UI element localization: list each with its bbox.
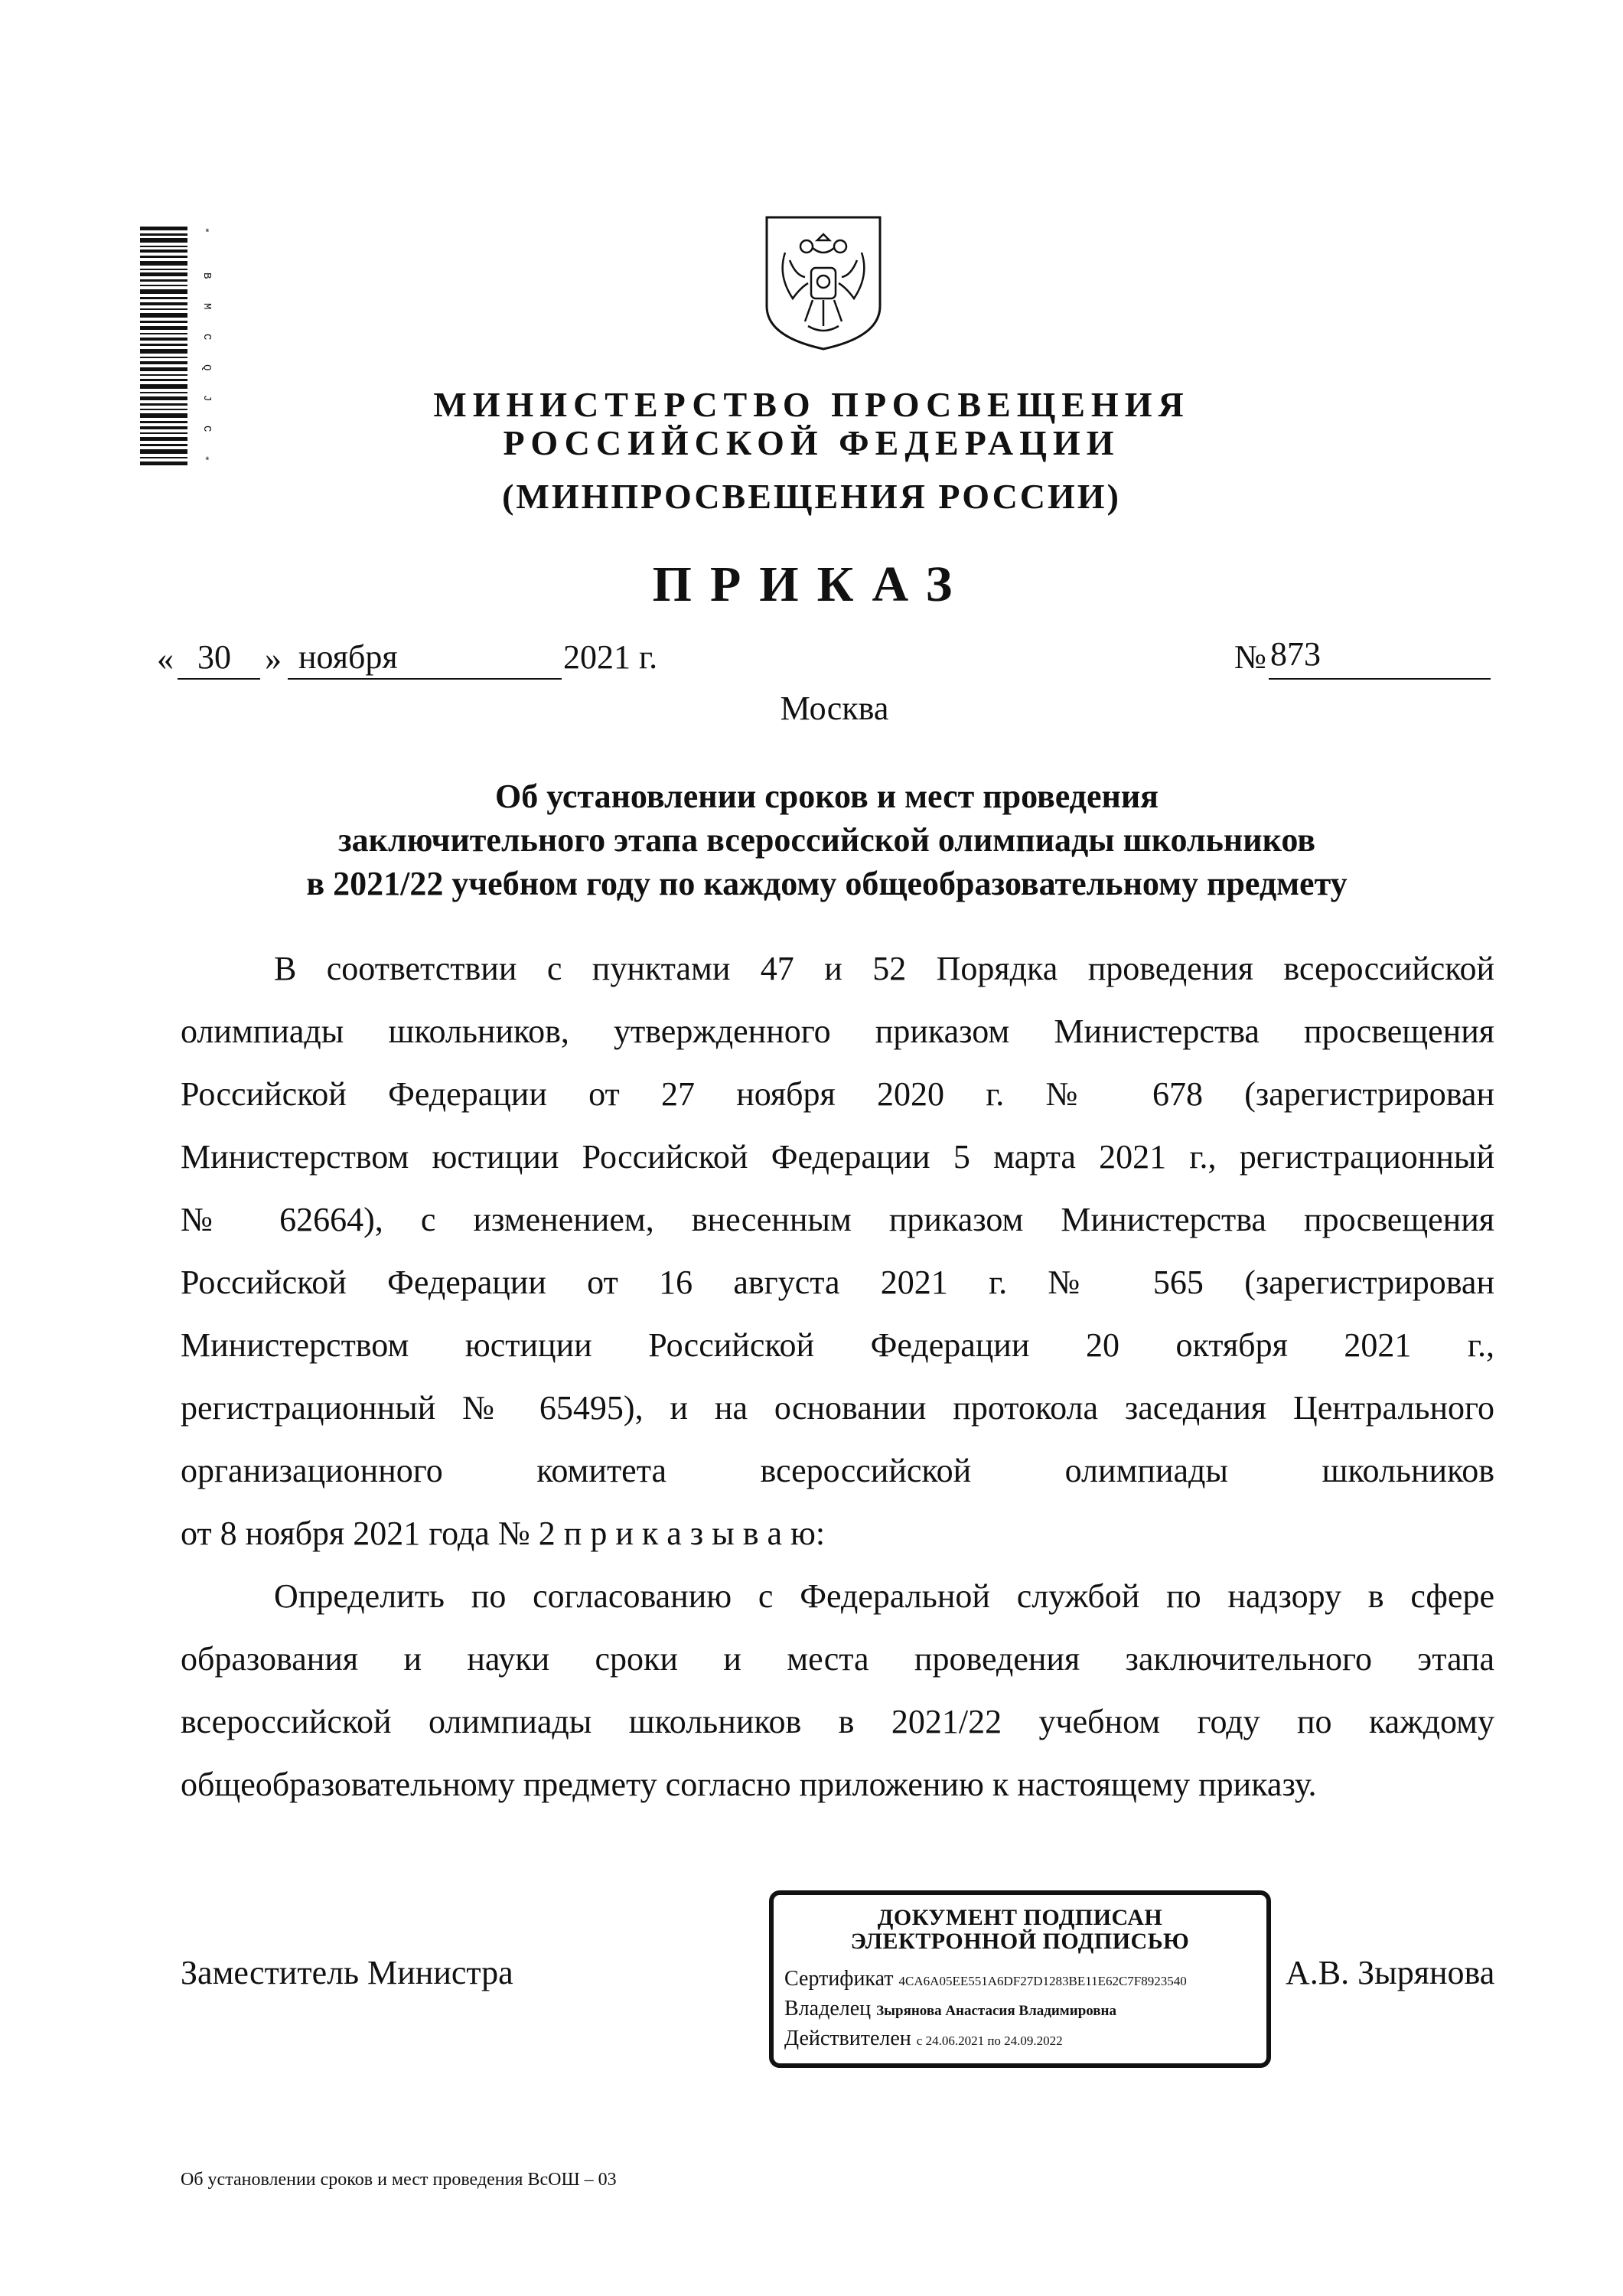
body-paragraph-1 <box>181 938 1494 1565</box>
svg-text:J: J <box>200 395 213 402</box>
date-month: ноября <box>298 638 398 676</box>
document-type-heading: ПРИКАЗ <box>652 556 971 612</box>
date-open-quote: « <box>157 640 174 677</box>
paragraph-line: олимпиады школьников, утвержденного приказом Министерства просвещения <box>181 1013 1494 1050</box>
paragraph-line: Российской Федерации от 16 августа 2021 г. № 565 (зарегистрирован <box>181 1264 1494 1301</box>
paragraph-line: Министерством юстиции Российской Федерации 5 марта 2021 г., регистрационный <box>181 1138 1494 1176</box>
stamp-owner-value: Зырянова Анастасия Владимировна <box>876 2003 1116 2019</box>
paragraph-line: организационного комитета всероссийской олимпиады школьников <box>181 1452 1494 1489</box>
date-month-underline <box>288 678 562 680</box>
paragraph-line: В соответствии с пунктами 47 и 52 Порядка проведения всероссийской <box>274 950 1494 987</box>
order-title-line2: заключительного этапа всероссийской олимпиады школьников <box>337 821 1316 859</box>
paragraph-line: всероссийской олимпиады школьников в 2021/22 учебном году по каждому <box>181 1703 1494 1740</box>
city: Москва <box>780 690 889 727</box>
date-year: 2021 г. <box>563 638 658 676</box>
svg-text:Q: Q <box>200 364 213 371</box>
paragraph-line: образования и науки сроки и места проведения заключительного этапа <box>181 1640 1494 1678</box>
signatory-name: А.В. Зырянова <box>1286 1954 1495 1991</box>
electronic-signature-stamp <box>769 1890 1271 2068</box>
order-number: 873 <box>1270 635 1321 673</box>
body-paragraph-2 <box>181 1565 1494 1816</box>
stamp-validity-value: с 24.06.2021 по 24.09.2022 <box>916 2033 1063 2048</box>
signatory-position: Заместитель Министра <box>181 1954 513 1991</box>
order-title-line1: Об установлении сроков и мест проведения <box>495 778 1159 815</box>
ministry-name-line1: МИНИСТЕРСТВО ПРОСВЕЩЕНИЯ <box>433 385 1190 424</box>
svg-text:*: * <box>204 455 210 467</box>
date-close-quote: » <box>265 640 282 677</box>
paragraph-line: Определить по согласованию с Федеральной службой по надзору в сфере <box>274 1577 1494 1615</box>
stamp-owner-label: Владелец <box>784 1997 872 2020</box>
stamp-certificate-row <box>784 1965 1266 1995</box>
ministry-short-name: (МИНПРОСВЕЩЕНИЯ РОССИИ) <box>502 477 1121 516</box>
footer-doc-reference: Об установлении сроков и мест проведения ВсОШ – 03 <box>181 2170 617 2190</box>
svg-text:M: M <box>200 303 213 310</box>
stamp-validity-label: Действителен <box>784 2027 911 2050</box>
stamp-validity-row <box>784 2025 1266 2055</box>
coat-of-arms-emblem-icon <box>762 214 885 352</box>
paragraph-line: от 8 ноября 2021 года № 2 п р и к а з ы в а ю: <box>181 1515 826 1552</box>
paragraph-line: Российской Федерации от 27 ноября 2020 г. № 678 (зарегистрирован <box>181 1075 1494 1113</box>
paragraph-line: регистрационный № 65495), и на основании протокола заседания Центрального <box>181 1389 1494 1427</box>
svg-text:*: * <box>204 227 210 239</box>
stamp-certificate-value: 4CA6A05EE551A6DF27D1283BE11E62C7F8923540 <box>898 1974 1187 1988</box>
svg-text:C: C <box>200 334 213 341</box>
stamp-owner-row <box>784 1995 1266 2025</box>
svg-text:B: B <box>200 272 213 279</box>
ministry-name-line2: РОССИЙСКОЙ ФЕДЕРАЦИИ <box>503 423 1120 462</box>
order-number-underline <box>1269 678 1491 680</box>
order-title-line3: в 2021/22 учебном году по каждому общеобразовательному предмету <box>306 865 1348 902</box>
paragraph-line: общеобразовательному предмету согласно приложению к настоящему приказу. <box>181 1766 1317 1803</box>
svg-text:C: C <box>200 426 213 432</box>
date-day-underline <box>178 678 260 680</box>
date-day: 30 <box>197 638 231 676</box>
paragraph-line: № 62664), с изменением, внесенным приказом Министерства просвещения <box>181 1201 1494 1238</box>
stamp-certificate-label: Сертификат <box>784 1967 894 1991</box>
order-number-sign: № <box>1234 638 1266 676</box>
paragraph-line: Министерством юстиции Российской Федерации 20 октября 2021 г., <box>181 1326 1494 1364</box>
stamp-heading-line1: ДОКУМЕНТ ПОДПИСАН <box>877 1905 1163 1930</box>
stamp-heading-line2: ЭЛЕКТРОННОЙ ПОДПИСЬЮ <box>850 1929 1190 1954</box>
